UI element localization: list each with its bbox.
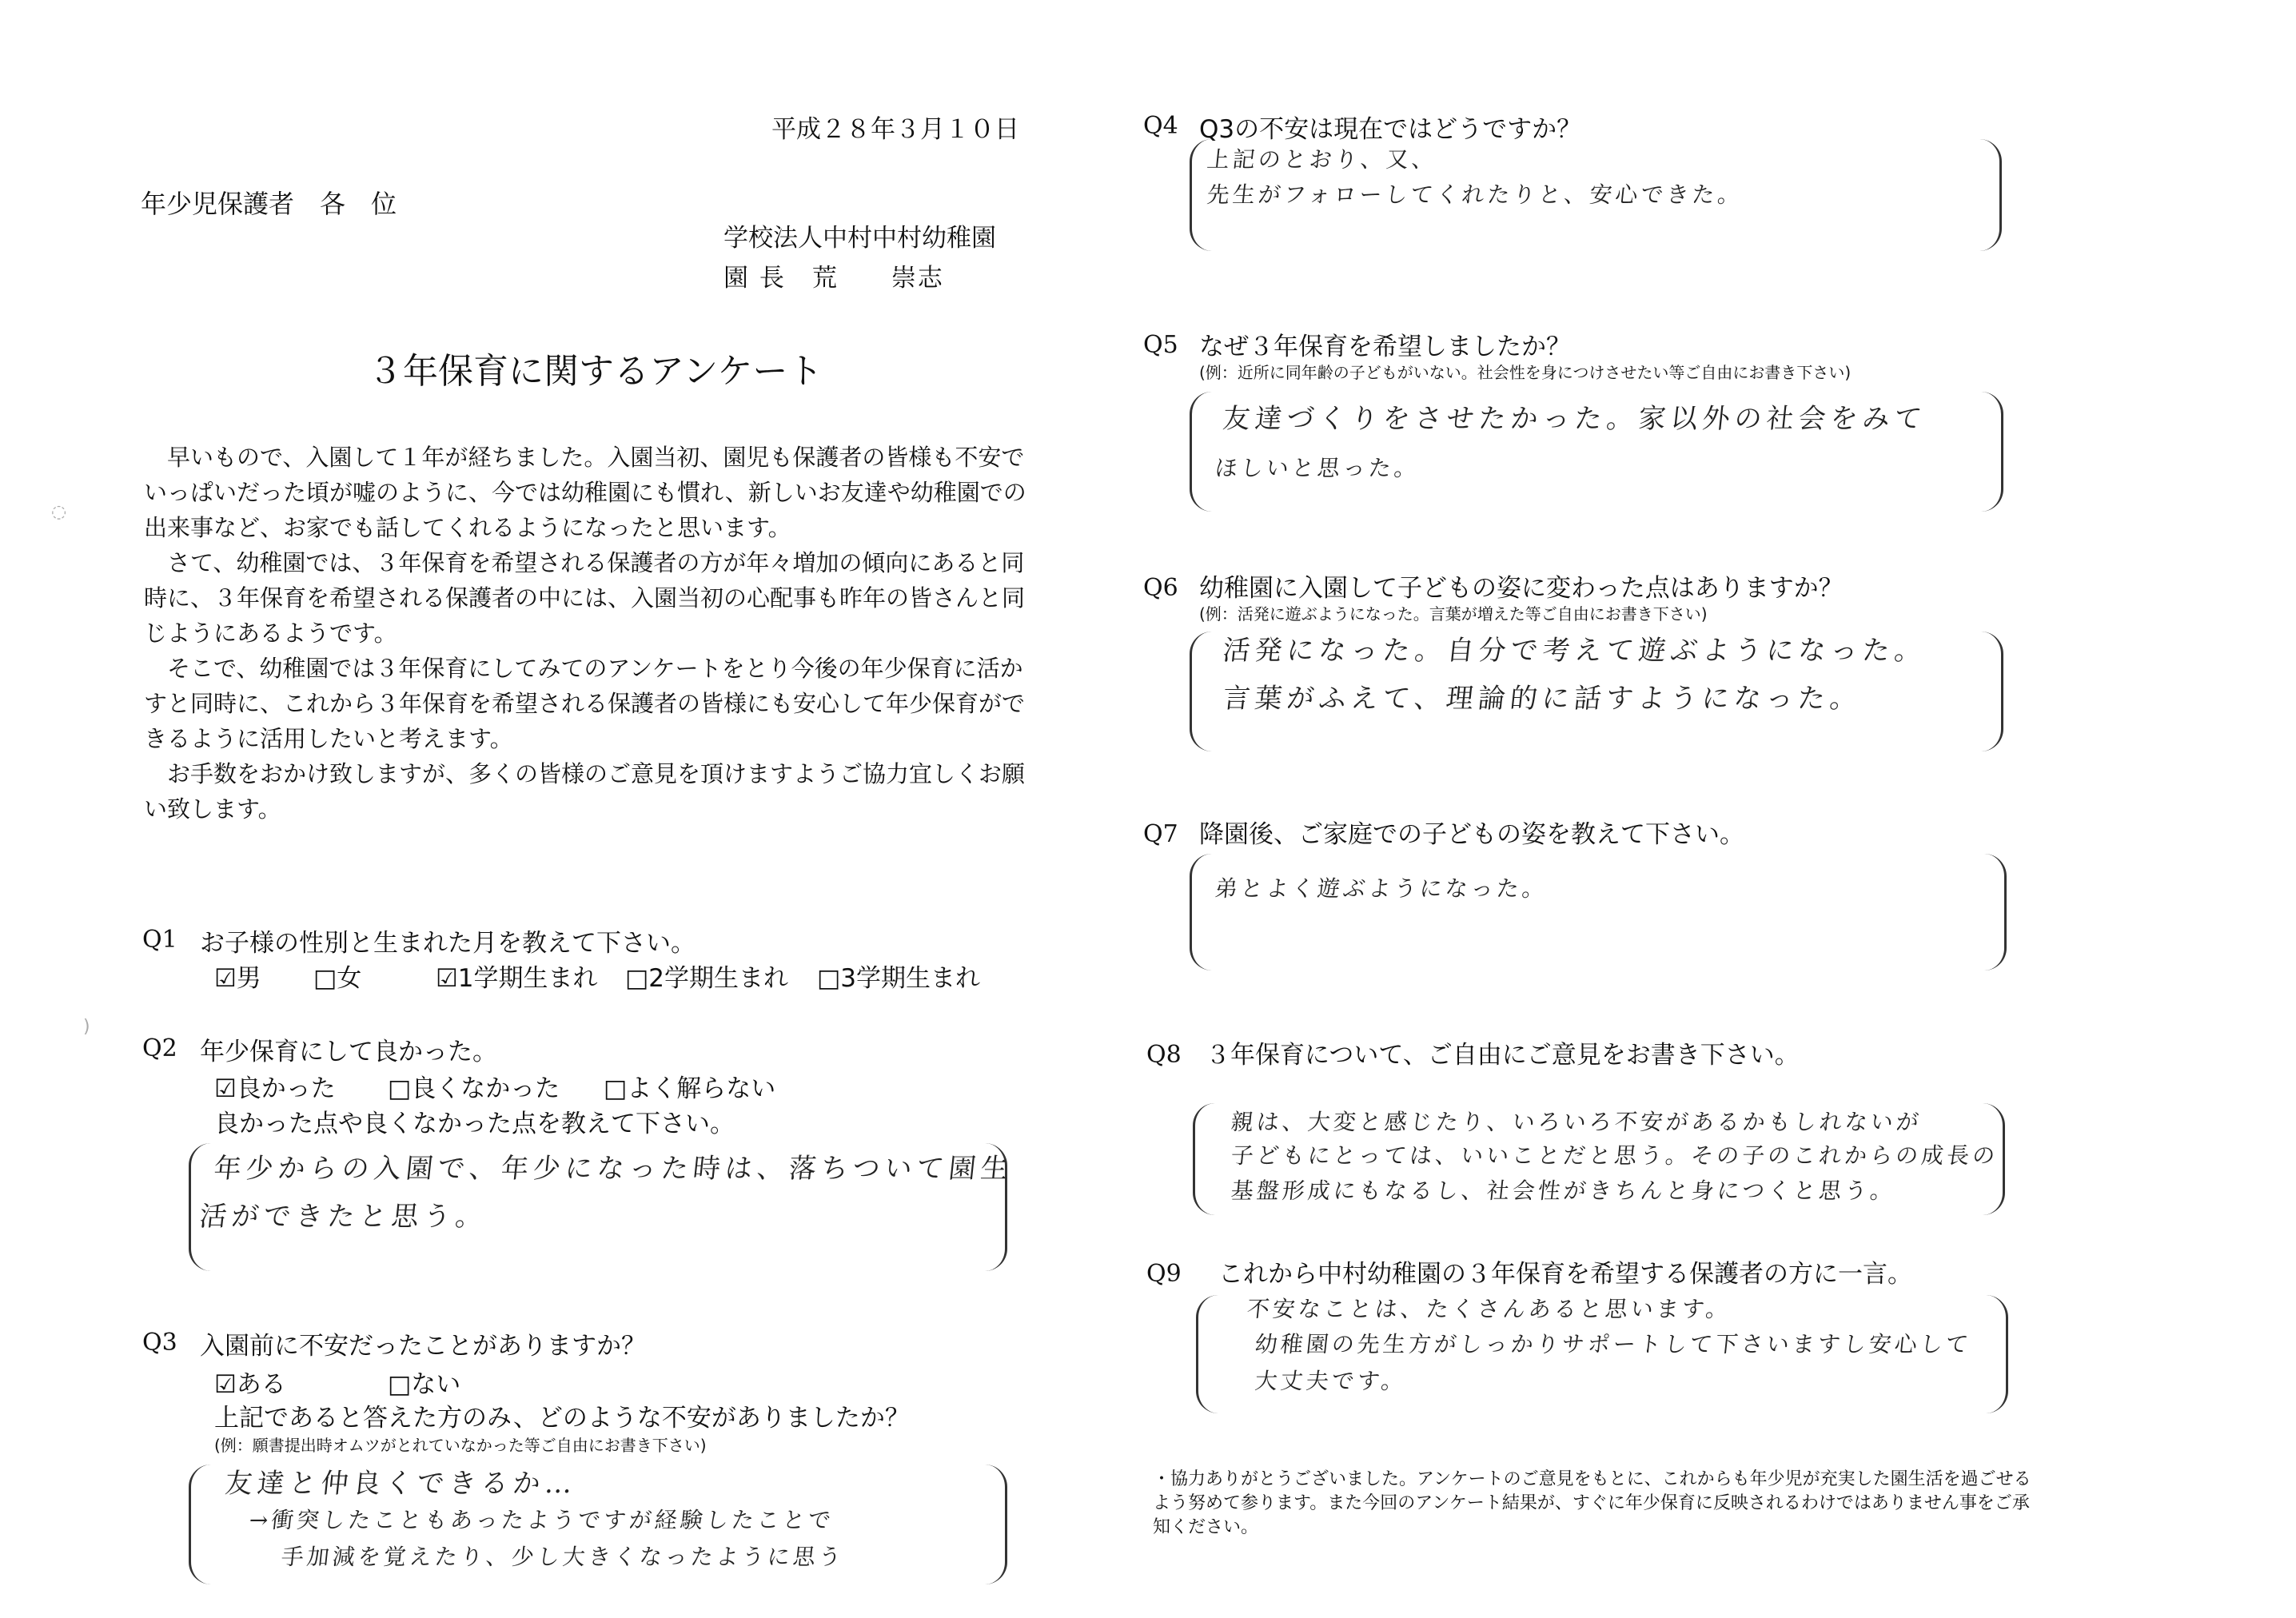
q8-text: ３年保育について、ご自由にご意見をお書き下さい。 [1206, 1041, 1800, 1070]
q1-option-female[interactable]: □女 [313, 964, 362, 993]
q1-number: Q1 [142, 926, 177, 954]
q7-answer-line: 弟とよく遊ぶようになった。 [1214, 875, 1549, 902]
footer-note: ・協力ありがとうございました。アンケートのご意見をもとに、これからも年少児が充実した園生活を過ごせるよう努めて参ります。また今回のアンケート結果が、すぐに年少保育に反映されるわけではありません事をご承知ください。 [1153, 1469, 2031, 1537]
q8-number: Q8 [1146, 1041, 1182, 1069]
q9-answer-line: 大丈夫です。 [1254, 1368, 1409, 1394]
q8-answer-line: 基盤形成にもなるし、社会性がきちんと身につくと思う。 [1230, 1178, 1898, 1204]
q1-option-term3[interactable]: □3学期生まれ [817, 964, 981, 993]
q1-text: お子様の性別と生まれた月を教えて下さい。 [200, 929, 696, 958]
punch-mark: ◌ [51, 502, 67, 522]
q1-option-male[interactable]: ☑男 [214, 964, 261, 993]
intro-text [144, 440, 1039, 827]
q2-option-unsure[interactable]: □よく解らない [604, 1074, 776, 1103]
q4-answer-line: 上記のとおり、又、 [1206, 146, 1439, 173]
q5-answer-line: ほしいと思った。 [1214, 455, 1421, 481]
q7-number: Q7 [1143, 820, 1178, 848]
q2-answer-line: 活ができたと思う。 [197, 1201, 489, 1233]
q5-answer-line: 友達づくりをさせたかった。家以外の社会をみて [1221, 403, 1928, 435]
q7-text: 降園後、ご家庭での子どもの姿を教えて下さい。 [1199, 820, 1744, 849]
q6-example: (例：活発に遊ぶようになった。言葉が増えた等ご自由にお書き下さい) [1199, 604, 1708, 624]
q8-answer-line: 親は、大変と感じたり、いろいろ不安があるかもしれないが [1230, 1109, 1923, 1135]
q5-text: なぜ３年保育を希望しましたか？ [1199, 333, 1571, 361]
q2-option-good[interactable]: ☑良かった [214, 1074, 336, 1103]
principal-name: 園 長 荒 崇志 [723, 264, 944, 293]
q9-answer-line: 不安なことは、たくさんあると思います。 [1246, 1296, 1733, 1322]
q5-number: Q5 [1143, 331, 1178, 359]
q3-number: Q3 [142, 1329, 177, 1357]
q9-answer-line: 幼稚園の先生方がしっかりサポートして下さいますし安心して [1254, 1331, 1973, 1357]
intro-paragraph: さて、幼稚園では、３年保育を希望される保護者の方が年々増加の傾向にあると同時に、３年保育を希望される保護者の中には、入園当初の心配事も昨年の皆さんと同じようにあるようです。 [144, 549, 1026, 647]
q2-text: 年少保育にして良かった。 [200, 1038, 497, 1066]
q3-option-no[interactable]: □ない [388, 1370, 461, 1399]
q4-answer-line: 先生がフォローしてくれたりと、安心できた。 [1206, 181, 1745, 208]
q6-number: Q6 [1143, 574, 1178, 602]
intro-paragraph: お手数をおかけ致しますが、多くの皆様のご意見を頂けますようご協力宜しくお願い致します。 [144, 760, 1026, 823]
q2-option-not-good[interactable]: □良くなかった [388, 1074, 560, 1103]
q3-answer-line: →衝突したこともあったようですが経験したことで [248, 1507, 835, 1533]
q3-example: (例：願書提出時オムツがとれていなかった等ご自由にお書き下さい) [214, 1436, 707, 1455]
q6-answer-line: 活発になった。自分で考えて遊ぶようになった。 [1221, 635, 1928, 667]
q3-answer-line: 友達と仲良くできるか… [223, 1468, 579, 1500]
q9-text: これから中村幼稚園の３年保育を希望する保護者の方に一言。 [1218, 1260, 1912, 1289]
intro-paragraph: そこで、幼稚園では３年保育にしてみてのアンケートをとり今後の年少保育に活かすと同時に、これから３年保育を希望される保護者の皆様にも安心して年少保育ができるように活用したいと考えます。 [144, 655, 1026, 752]
punch-mark: ) [83, 1017, 90, 1037]
q1-option-term1[interactable]: ☑1学期生まれ [436, 964, 598, 993]
q2-subquestion: 良かった点や良くなかった点を教えて下さい。 [214, 1110, 735, 1138]
school-name: 学校法人中村中村幼稚園 [723, 224, 996, 253]
q8-answer-line: 子どもにとっては、いいことだと思う。その子のこれからの成長の [1230, 1142, 2000, 1169]
q6-answer-line: 言葉がふえて、理論的に話すようになった。 [1221, 683, 1864, 715]
q6-text: 幼稚園に入園して子どもの姿に変わった点はありますか？ [1199, 574, 1844, 603]
q2-number: Q2 [142, 1034, 177, 1062]
intro-paragraph: 早いもので、入園して１年が経ちました。入園当初、園児も保護者の皆様も不安でいっぱいだった頃が嘘のように、今では幼稚園にも慣れ、新しいお友達や幼稚園での出来事など、お家でも話してくれるようになったと思います。 [144, 444, 1026, 541]
q9-number: Q9 [1146, 1260, 1182, 1288]
q5-example: (例：近所に同年齢の子どもがいない。社会性を身につけさせたい等ご自由にお書き下さい) [1199, 363, 1852, 382]
q3-subquestion: 上記であると答えた方のみ、どのような不安がありましたか？ [214, 1404, 910, 1433]
addressee: 年少児保護者 各 位 [141, 189, 397, 219]
document-date: 平成２８年３月１０日 [771, 115, 1019, 144]
document-title: ３年保育に関するアンケート [368, 351, 823, 392]
q3-option-yes[interactable]: ☑ある [214, 1370, 286, 1399]
q3-text: 入園前に不安だったことがありますか？ [200, 1332, 646, 1361]
q1-option-term2[interactable]: □2学期生まれ [625, 964, 789, 993]
q4-text: Q3の不安は現在ではどうですか？ [1199, 115, 1582, 144]
q4-number: Q4 [1143, 112, 1178, 140]
q2-answer-line: 年少からの入園で、年少になった時は、落ちついて園生 [212, 1153, 1014, 1185]
q3-answer-line: 手加減を覚えたり、少し大きくなったように思う [280, 1544, 846, 1570]
